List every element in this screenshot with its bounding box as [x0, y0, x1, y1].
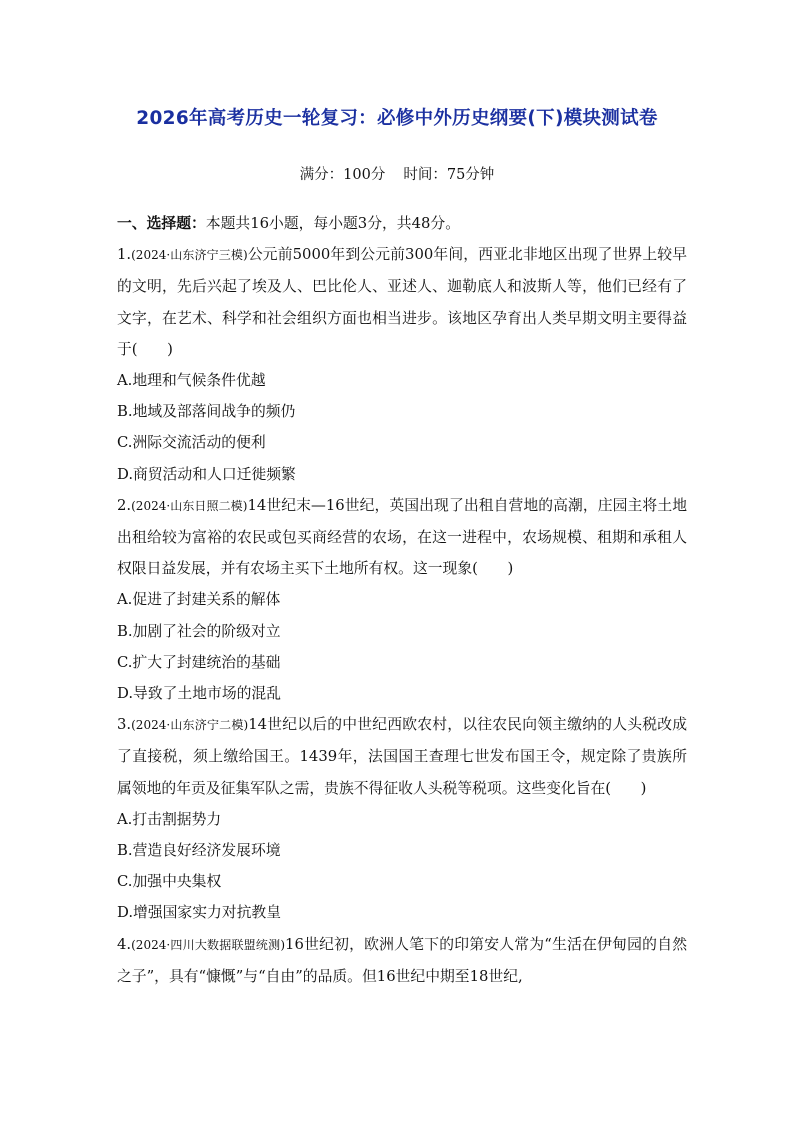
section-heading: [117, 208, 687, 239]
option-a: A.地理和气候条件优越: [117, 372, 266, 390]
question-number: 4.: [117, 935, 132, 953]
question-number: 2.: [117, 496, 132, 514]
exam-content: [117, 208, 687, 992]
time-limit: 时间：75分钟: [403, 167, 495, 183]
question-1: [117, 239, 687, 490]
question-3: [117, 709, 687, 928]
question-source: (2024·山东济宁二模): [131, 718, 249, 733]
section-title: 一、选择题：: [117, 215, 206, 232]
option-a: A.促进了封建关系的解体: [117, 591, 281, 609]
question-text: 14世纪末—16世纪，英国出现了出租自营地的高潮，庄园主将土地出租给较为富裕的农民或包买商经营的农场，在这一进程中，农场规模、租期和承租人权限日益发展，并有农场主买下土地所有权。这一现象( ): [117, 496, 688, 578]
question-source: (2024·四川大数据联盟统测): [131, 937, 286, 952]
option-a: A.打击割据势力: [117, 810, 222, 828]
exam-meta: [0, 163, 794, 184]
question-source: (2024·山东日照二模): [131, 498, 248, 513]
question-stem: [117, 929, 687, 992]
question-stem: [117, 709, 687, 804]
question-source: (2024·山东济宁三模): [131, 248, 248, 263]
full-score: 满分：100分: [299, 167, 386, 183]
option-b: B.加剧了社会的阶级对立: [117, 622, 281, 640]
section-note: 本题共16小题，每小题3分，共48分。: [205, 215, 461, 232]
option-c: C.加强中央集权: [117, 873, 222, 891]
option-c: C.洲际交流活动的便利: [117, 434, 266, 452]
question-stem: [117, 239, 687, 365]
question-stem: [117, 490, 687, 585]
option-b: B.营造良好经济发展环境: [117, 842, 281, 860]
option-d: D.增强国家实力对抗教皇: [117, 904, 282, 922]
question-text: 公元前5000年到公元前300年间，西亚北非地区出现了世界上较早的文明，先后兴起了埃及人、巴比伦人、亚述人、迦勒底人和波斯人等，他们已经有了文字，在艺术、科学和社会组织方面也相当进步。该地区孕育出人类早期文明主要得益于( ): [117, 246, 687, 358]
option-c: C.扩大了封建统治的基础: [117, 653, 281, 671]
question-number: 3.: [117, 716, 132, 734]
question-4: [117, 929, 687, 992]
question-text: 16世纪初，欧洲人笔下的印第安人常为“生活在伊甸园的自然之子”，具有“慷慨”与“自由”的品质。但16世纪中期至18世纪,: [117, 935, 688, 985]
page-title: 2026年高考历史一轮复习：必修中外历史纲要(下)模块测试卷: [136, 108, 658, 129]
question-number: 1.: [117, 246, 132, 264]
question-text: 14世纪以后的中世纪西欧农村，以往农民向领主缴纳的人头税改成了直接税，须上缴给国王。1439年，法国国王查理七世发布国王令，规定除了贵族所属领地的年贡及征集军队之需，贵族不得征收人头税等税项。这些变化旨在( ): [117, 716, 687, 797]
option-d: D.商贸活动和人口迁徙频繁: [117, 465, 296, 483]
option-b: B.地域及部落间战争的频仍: [117, 403, 296, 421]
question-2: [117, 490, 687, 709]
option-d: D.导致了土地市场的混乱: [117, 685, 282, 703]
